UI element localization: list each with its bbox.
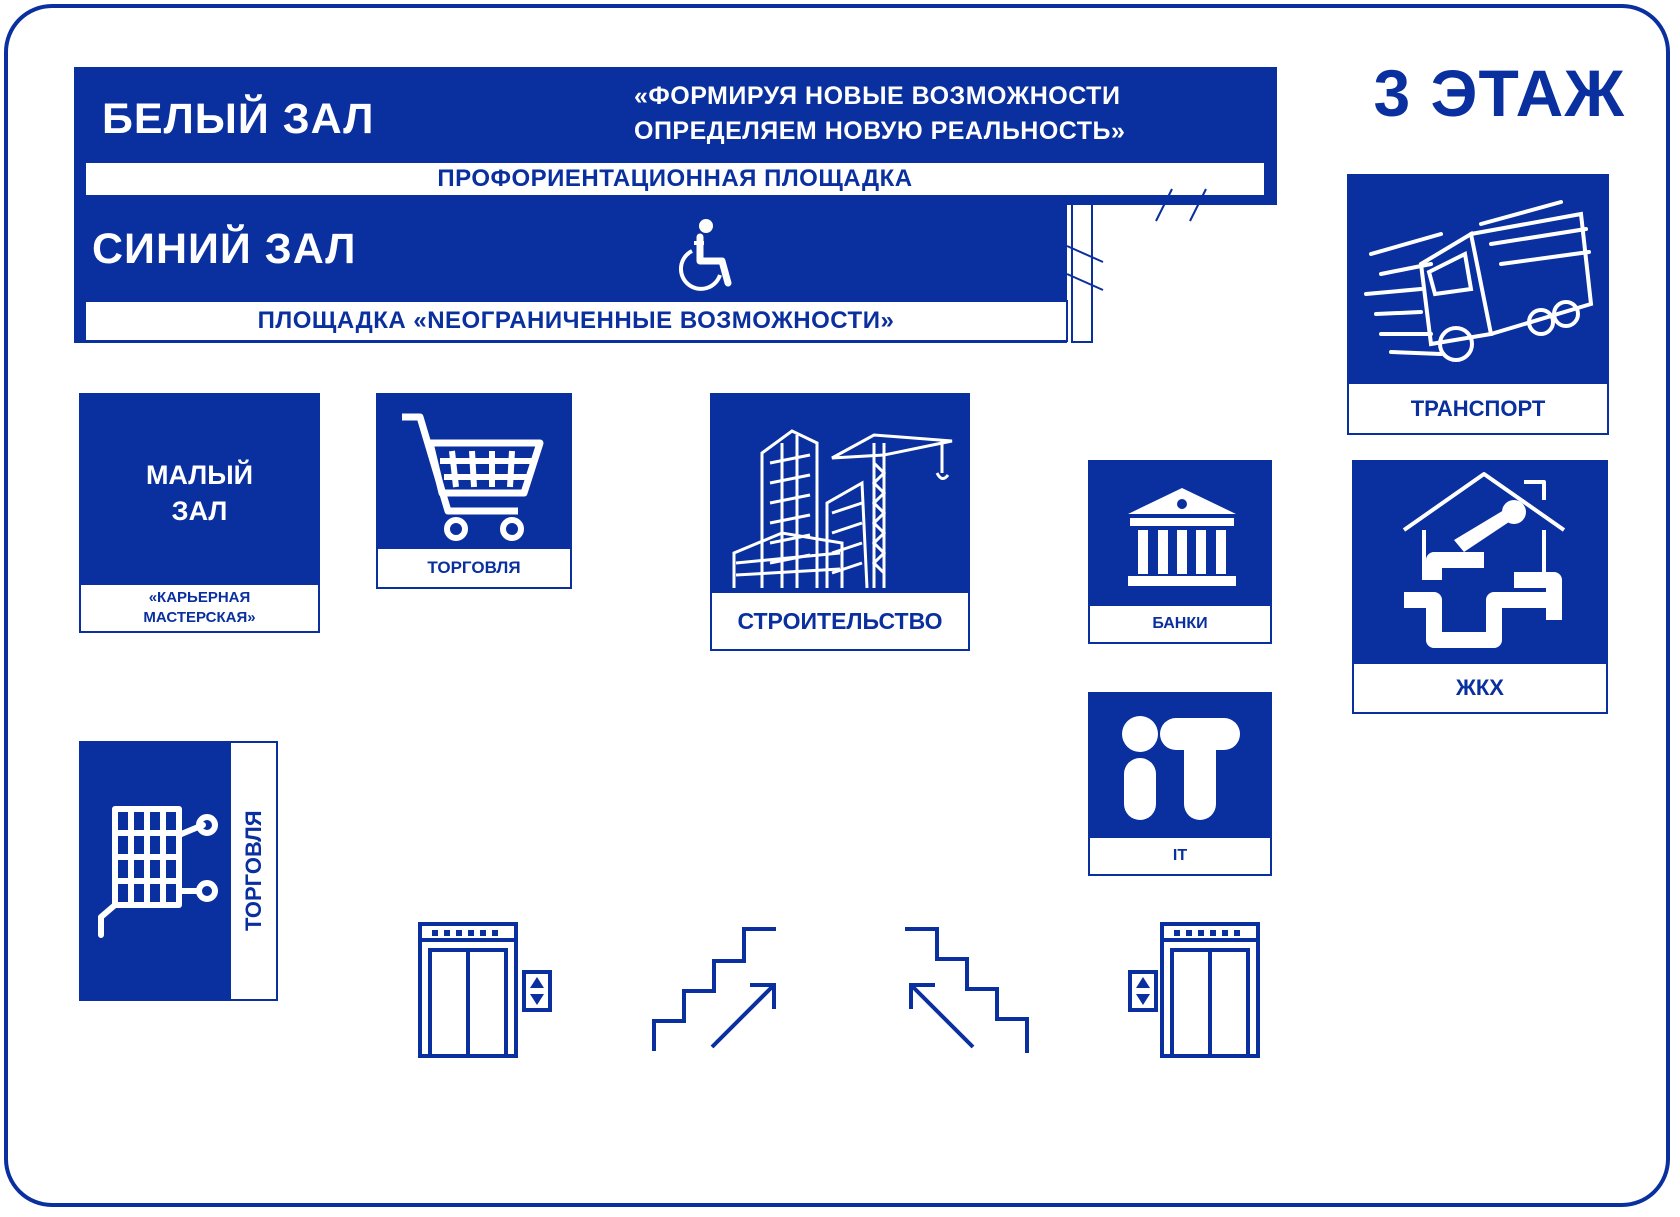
right-elevator-icon — [1126, 922, 1262, 1058]
small-hall-subtitle-line2: МАСТЕРСКАЯ» — [143, 609, 256, 626]
white-hall-banner — [74, 67, 1277, 205]
small-hall-name-line1: МАЛЫЙ — [145, 460, 254, 490]
trade-label: ТОРГОВЛЯ — [378, 547, 570, 587]
transport-sign — [1347, 174, 1609, 435]
trade-vertical-sign — [79, 741, 278, 1001]
it-label: IT — [1090, 836, 1270, 874]
blue-hall-name: СИНИЙ ЗАЛ — [92, 225, 357, 273]
construction-sign — [710, 393, 970, 651]
wall-break-mark — [1150, 185, 1230, 225]
wall-break-mark-2 — [1063, 240, 1113, 300]
shopping-cart-icon — [400, 407, 550, 542]
small-hall-name — [81, 457, 318, 529]
blue-hall-subtitle: ПЛОЩАДКА «NЕОГРАНИЧЕННЫЕ ВОЗМОЖНОСТИ» — [84, 300, 1068, 342]
it-logo-icon — [1120, 714, 1244, 824]
trade-sign — [376, 393, 572, 589]
construction-label: СТРОИТЕЛЬСТВО — [712, 591, 968, 649]
white-hall-subtitle: ПРОФОРИЕНТАЦИОННАЯ ПЛОЩАДКА — [84, 161, 1266, 197]
it-sign — [1088, 692, 1272, 876]
left-elevator-icon — [418, 922, 554, 1058]
white-hall-slogan-line2: ОПРЕДЕЛЯЕМ НОВУЮ РЕАЛЬНОСТЬ» — [634, 117, 1126, 145]
white-hall-slogan-line1: «ФОРМИРУЯ НОВЫЕ ВОЗМОЖНОСТИ — [634, 82, 1121, 110]
blue-hall-banner — [74, 205, 1089, 343]
small-hall-subtitle — [81, 583, 318, 631]
banks-sign — [1088, 460, 1272, 644]
stairs-down-icon — [903, 925, 1033, 1055]
truck-icon — [1361, 194, 1597, 374]
stairs-up-icon — [650, 925, 780, 1053]
small-hall-subtitle-line1: «КАРЬЕРНАЯ — [148, 589, 251, 606]
small-hall-name-line2: ЗАЛ — [171, 496, 228, 526]
white-hall-slogan — [634, 79, 1194, 149]
white-hall-name: БЕЛЫЙ ЗАЛ — [102, 95, 375, 143]
housing-sign — [1352, 460, 1608, 714]
buildings-crane-icon — [722, 403, 962, 595]
trade-vertical-label: ТОРГОВЛЯ — [241, 810, 266, 931]
floor-title: 3 ЭТАЖ — [1373, 56, 1625, 130]
small-hall-sign — [79, 393, 320, 633]
transport-label: ТРАНСПОРТ — [1349, 382, 1607, 433]
wheelchair-icon — [664, 217, 744, 297]
housing-label: ЖКХ — [1354, 662, 1606, 712]
shopping-cart-icon — [95, 805, 221, 941]
banks-label: БАНКИ — [1090, 604, 1270, 642]
house-pipes-wrench-icon — [1394, 470, 1574, 660]
trade-vertical-panel — [81, 743, 231, 999]
bank-building-icon — [1122, 484, 1242, 594]
